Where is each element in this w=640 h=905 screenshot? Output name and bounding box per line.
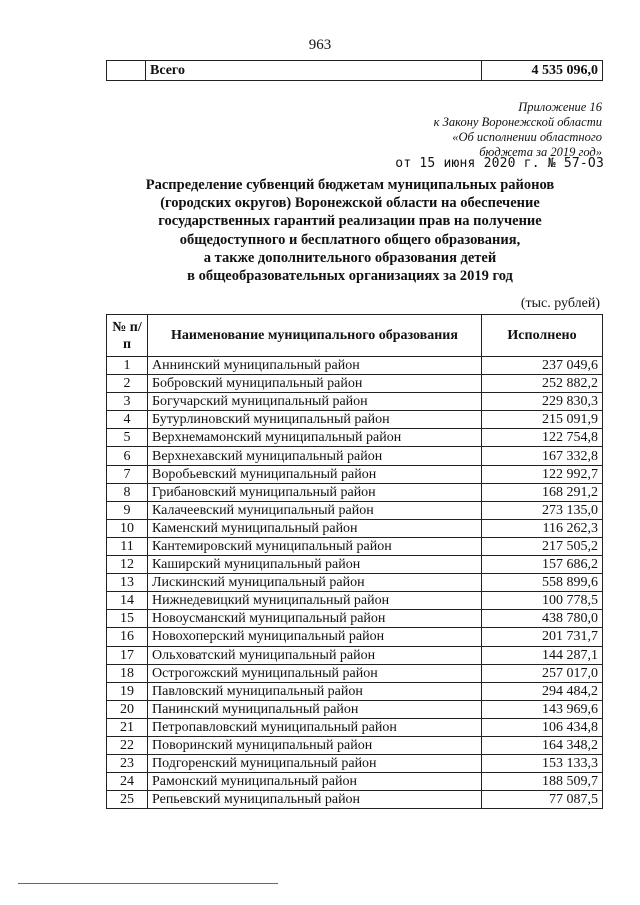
row-number: 24 bbox=[107, 773, 148, 791]
amount-value: 153 133,3 bbox=[482, 755, 603, 773]
table-row bbox=[107, 700, 603, 718]
district-name: Каменский муниципальный район bbox=[148, 519, 482, 537]
amount-value: 106 434,8 bbox=[482, 718, 603, 736]
header-name: Наименование муниципального образования bbox=[148, 315, 482, 357]
district-name: Лискинский муниципальный район bbox=[148, 574, 482, 592]
amount-value: 229 830,3 bbox=[482, 393, 603, 411]
page-number: 963 bbox=[308, 37, 332, 53]
row-number: 25 bbox=[107, 791, 148, 809]
district-name: Воробьевский муниципальный район bbox=[148, 465, 482, 483]
amount-value: 100 778,5 bbox=[482, 592, 603, 610]
amount-value: 116 262,3 bbox=[482, 519, 603, 537]
title-line: Распределение субвенций бюджетам муниципальных районов bbox=[145, 177, 555, 193]
table-row bbox=[107, 718, 603, 736]
title-line: государственных гарантий реализации прав на получение bbox=[158, 213, 542, 230]
row-number: 14 bbox=[107, 592, 148, 610]
district-name: Бобровский муниципальный район bbox=[148, 375, 482, 393]
district-name: Кантемировский муниципальный район bbox=[148, 537, 482, 555]
district-name: Репьевский муниципальный район bbox=[148, 791, 482, 809]
row-number: 4 bbox=[107, 411, 148, 429]
row-number: 12 bbox=[107, 556, 148, 574]
footer-divider bbox=[18, 883, 278, 884]
district-name: Новоусманский муниципальный район bbox=[148, 610, 482, 628]
table-row bbox=[107, 393, 603, 411]
table-row bbox=[107, 375, 603, 393]
row-number: 6 bbox=[107, 447, 148, 465]
amount-value: 252 882,2 bbox=[482, 375, 603, 393]
amount-value: 144 287,1 bbox=[482, 646, 603, 664]
amount-value: 201 731,7 bbox=[482, 628, 603, 646]
table-row bbox=[107, 628, 603, 646]
row-number: 11 bbox=[107, 537, 148, 555]
document-title bbox=[110, 176, 590, 285]
row-number: 5 bbox=[107, 429, 148, 447]
row-number: 8 bbox=[107, 483, 148, 501]
district-name: Новохоперский муниципальный район bbox=[148, 628, 482, 646]
table-row bbox=[107, 357, 603, 375]
table-row bbox=[107, 592, 603, 610]
row-number: 23 bbox=[107, 755, 148, 773]
title-line: общедоступного и бесплатного общего образования, bbox=[179, 231, 521, 248]
district-name: Нижнедевицкий муниципальный район bbox=[148, 592, 482, 610]
amount-value: 237 049,6 bbox=[482, 357, 603, 375]
amount-value: 273 135,0 bbox=[482, 501, 603, 519]
appendix-line: «Об исполнении областного bbox=[452, 130, 602, 144]
amount-value: 122 992,7 bbox=[482, 465, 603, 483]
total-row bbox=[107, 61, 603, 81]
table-row bbox=[107, 447, 603, 465]
table-row bbox=[107, 682, 603, 700]
table-row bbox=[107, 755, 603, 773]
district-name: Верхнехавский муниципальный район bbox=[148, 447, 482, 465]
amount-value: 122 754,8 bbox=[482, 429, 603, 447]
district-name: Ольховатский муниципальный район bbox=[148, 646, 482, 664]
district-name: Богучарский муниципальный район bbox=[148, 393, 482, 411]
row-number: 21 bbox=[107, 718, 148, 736]
table-row bbox=[107, 429, 603, 447]
amount-value: 168 291,2 bbox=[482, 483, 603, 501]
total-table bbox=[106, 60, 603, 81]
district-name: Аннинский муниципальный район bbox=[148, 357, 482, 375]
row-number: 13 bbox=[107, 574, 148, 592]
table-row bbox=[107, 736, 603, 754]
total-label: Всего bbox=[146, 61, 482, 81]
district-name: Панинский муниципальный район bbox=[148, 700, 482, 718]
district-name: Острогожский муниципальный район bbox=[148, 664, 482, 682]
table-header-row bbox=[107, 315, 603, 357]
appendix-line: к Закону Воронежской области bbox=[433, 115, 602, 129]
amount-value: 164 348,2 bbox=[482, 736, 603, 754]
header-amount: Исполнено bbox=[482, 315, 603, 357]
table-row bbox=[107, 574, 603, 592]
title-line: а также дополнительного образования детей bbox=[203, 249, 497, 266]
table-row bbox=[107, 483, 603, 501]
table-row bbox=[107, 791, 603, 809]
amount-value: 217 505,2 bbox=[482, 537, 603, 555]
row-number: 3 bbox=[107, 393, 148, 411]
table-row bbox=[107, 610, 603, 628]
row-number: 10 bbox=[107, 519, 148, 537]
district-name: Бутурлиновский муниципальный район bbox=[148, 411, 482, 429]
amount-value: 188 509,7 bbox=[482, 773, 603, 791]
amount-value: 143 969,6 bbox=[482, 700, 603, 718]
amount-value: 294 484,2 bbox=[482, 682, 603, 700]
district-name: Подгоренский муниципальный район bbox=[148, 755, 482, 773]
amount-value: 215 091,9 bbox=[482, 411, 603, 429]
total-value: 4 535 096,0 bbox=[482, 61, 603, 81]
row-number: 22 bbox=[107, 736, 148, 754]
row-number: 1 bbox=[107, 357, 148, 375]
amount-value: 77 087,5 bbox=[482, 791, 603, 809]
amount-value: 438 780,0 bbox=[482, 610, 603, 628]
subventions-table bbox=[106, 314, 603, 809]
table-row bbox=[107, 411, 603, 429]
title-line: (городских округов) Воронежской области на обеспечение bbox=[160, 195, 540, 212]
table-row bbox=[107, 556, 603, 574]
row-number: 17 bbox=[107, 646, 148, 664]
district-name: Рамонский муниципальный район bbox=[148, 773, 482, 791]
district-name: Верхнемамонский муниципальный район bbox=[148, 429, 482, 447]
row-number: 9 bbox=[107, 501, 148, 519]
appendix-line: бюджета за 2019 год» bbox=[479, 145, 602, 159]
row-number: 15 bbox=[107, 610, 148, 628]
district-name: Калачеевский муниципальный район bbox=[148, 501, 482, 519]
title-line: в общеобразовательных организациях за 2019 год bbox=[187, 268, 513, 285]
row-number: 7 bbox=[107, 465, 148, 483]
district-name: Петропавловский муниципальный район bbox=[148, 718, 482, 736]
table-row bbox=[107, 646, 603, 664]
district-name: Павловский муниципальный район bbox=[148, 682, 482, 700]
table-row bbox=[107, 773, 603, 791]
amount-value: 257 017,0 bbox=[482, 664, 603, 682]
table-row bbox=[107, 465, 603, 483]
district-name: Каширский муниципальный район bbox=[148, 556, 482, 574]
amount-value: 558 899,6 bbox=[482, 574, 603, 592]
units-label: (тыс. рублей) bbox=[520, 296, 600, 311]
table-row bbox=[107, 519, 603, 537]
table-row bbox=[107, 664, 603, 682]
table-row bbox=[107, 501, 603, 519]
law-date-stamp: от 15 июня 2020 г. № 57-ОЗ bbox=[395, 156, 604, 171]
appendix-line: Приложение 16 bbox=[518, 100, 602, 114]
row-number: 16 bbox=[107, 628, 148, 646]
table-row bbox=[107, 537, 603, 555]
amount-value: 157 686,2 bbox=[482, 556, 603, 574]
row-number: 20 bbox=[107, 700, 148, 718]
district-name: Грибановский муниципальный район bbox=[148, 483, 482, 501]
row-number: 2 bbox=[107, 375, 148, 393]
amount-value: 167 332,8 bbox=[482, 447, 603, 465]
total-empty-cell bbox=[107, 61, 146, 81]
row-number: 19 bbox=[107, 682, 148, 700]
appendix-note bbox=[434, 100, 602, 160]
header-num: № п/п bbox=[107, 315, 148, 357]
row-number: 18 bbox=[107, 664, 148, 682]
district-name: Поворинский муниципальный район bbox=[148, 736, 482, 754]
